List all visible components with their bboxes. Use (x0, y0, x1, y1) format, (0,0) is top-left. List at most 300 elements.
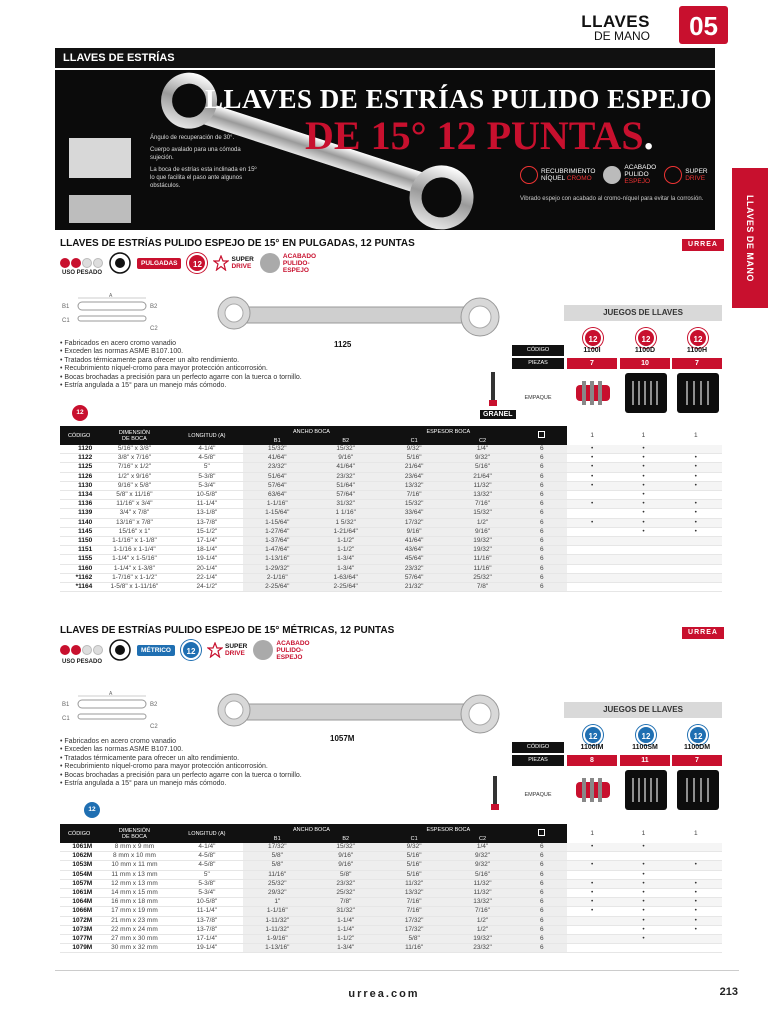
cell-b1: 1-15/64" (243, 509, 311, 518)
cell-set-2: • (617, 509, 669, 518)
banner-bullet: Ángulo de recuperación de 30°. (150, 135, 235, 141)
cell-length: 13-7/8" (171, 916, 243, 925)
row-label-pieces: PIEZAS (512, 358, 564, 369)
packaging-image (677, 770, 719, 810)
cell-package-qty: 6 (517, 879, 567, 888)
cell-b1: 5/8" (243, 861, 311, 870)
banner-bullets (150, 134, 260, 194)
cell-b1: 1" (243, 898, 311, 907)
cell-c1: 23/64" (380, 472, 448, 481)
feature-item: • Exceden las normas ASME B107.100. (60, 746, 184, 754)
cell-set-1: • (567, 518, 617, 527)
table-row (60, 546, 722, 555)
cell-set-3: • (670, 916, 722, 925)
cell-c2: 11/32" (448, 879, 516, 888)
cell-b1: 51/64" (243, 472, 311, 481)
cell-set-3: • (670, 898, 722, 907)
cell-c2: 9/32" (448, 852, 516, 861)
cell-set-1 (567, 537, 617, 546)
cell-set-3 (670, 870, 722, 879)
cell-c2: 1/2" (448, 518, 516, 527)
cell-dimension: 3/4" x 7/8" (98, 509, 170, 518)
table-row (60, 573, 722, 582)
dim-b1-label: B1 (62, 304, 70, 310)
cell-b1: 1-1/16" (243, 907, 311, 916)
cell-length: 4-1/4" (171, 843, 243, 852)
table-row (60, 861, 722, 870)
cell-c2: 21/64" (448, 472, 516, 481)
feature-item: • Recubrimiento níquel-cromo para mayor protección anticorrosión. (60, 763, 268, 771)
packaging-image (625, 770, 667, 810)
cell-package-qty: 6 (517, 573, 567, 582)
cell-b2: 31/32" (312, 907, 380, 916)
cell-set-2: • (617, 481, 669, 490)
cell-set-3 (670, 944, 722, 953)
cell-set-1: • (567, 445, 617, 454)
cell-set-3: • (670, 889, 722, 898)
cell-dimension: 1-1/4" x 1-3/8" (98, 564, 170, 573)
cell-c2: 13/32" (448, 491, 516, 500)
table-row (60, 518, 722, 527)
cell-set-2: • (617, 445, 669, 454)
th-code: CÓDIGO (60, 824, 98, 843)
cell-c2: 11/16" (448, 555, 516, 564)
cell-set-2: • (617, 454, 669, 463)
cell-b1: 29/32" (243, 889, 311, 898)
table-body-metric (60, 843, 722, 953)
cell-dimension: 15/16" x 1" (98, 527, 170, 536)
th-c1: C1 (380, 835, 448, 843)
cell-length: 4-5/8" (171, 852, 243, 861)
cell-code: 1077M (60, 935, 98, 944)
cell-b2: 1-21/64" (312, 527, 380, 536)
cell-b1: 41/64" (243, 454, 311, 463)
cell-c2: 23/32" (448, 944, 516, 953)
cell-set-3 (670, 445, 722, 454)
cell-b1: 1-1/16" (243, 500, 311, 509)
polish-icon (260, 253, 280, 273)
th-code: CÓDIGO (60, 426, 98, 445)
table-row (60, 555, 722, 564)
cell-package-qty: 6 (517, 500, 567, 509)
cell-set-3 (670, 583, 722, 592)
cell-set-3 (670, 852, 722, 861)
cell-set-1 (567, 870, 617, 879)
row-label-code: CÓDIGO (512, 345, 564, 356)
cell-set-3 (670, 491, 722, 500)
table-row (60, 852, 722, 861)
usage-label: USO PESADO (62, 659, 103, 665)
cell-b2: 1-3/4" (312, 555, 380, 564)
cell-package-qty: 6 (517, 898, 567, 907)
feature-item: • Estría angulada a 15° para un manejo más cómodo. (60, 780, 227, 788)
cell-b1: 63/64" (243, 491, 311, 500)
cell-dimension: 30 mm x 32 mm (98, 944, 170, 953)
cell-c1: 7/16" (380, 898, 448, 907)
star-icon (213, 255, 229, 271)
cell-code: 1072M (60, 916, 98, 925)
cell-set-2: • (617, 898, 669, 907)
cell-set-2: • (617, 463, 669, 472)
set-code: 1100D (634, 347, 656, 354)
banner-badges (520, 164, 708, 185)
chapter-subtitle: DE MANO (593, 29, 650, 43)
cell-set-3: • (670, 454, 722, 463)
cell-c1: 13/32" (380, 889, 448, 898)
usage-level-icon (60, 645, 103, 655)
cell-c1: 9/32" (380, 843, 448, 852)
chapter-number: 05 (679, 6, 728, 44)
table-row (60, 527, 722, 536)
set-icon: 12 (672, 718, 724, 752)
cell-b2: 31/32" (312, 500, 380, 509)
table-row (60, 583, 722, 592)
cell-code: 1125 (60, 463, 98, 472)
badge-acabado: ACABADO PULIDO ESPEJO (603, 164, 656, 185)
cell-dimension: 21 mm x 23 mm (98, 916, 170, 925)
cell-package-qty: 6 (517, 527, 567, 536)
cell-code: 1139 (60, 509, 98, 518)
cell-b1: 5/8" (243, 852, 311, 861)
cell-b2: 41/64" (312, 463, 380, 472)
cell-code: 1136 (60, 500, 98, 509)
twelve-point-icon: 12 (72, 405, 88, 421)
cell-b1: 1-13/16" (243, 555, 311, 564)
cell-c1: 15/32" (380, 500, 448, 509)
cell-length: 11-1/4" (171, 500, 243, 509)
cell-b1: 1-11/32" (243, 925, 311, 934)
th-thickness: ESPESOR BOCA (380, 426, 517, 437)
cell-length: 5" (171, 870, 243, 879)
set-qty: 1 (641, 830, 646, 837)
usage-label: USO PESADO (62, 270, 103, 276)
cell-set-2: • (617, 518, 669, 527)
bulk-label: GRANEL (480, 410, 516, 419)
cell-package-qty: 6 (517, 509, 567, 518)
th-package-icon (517, 824, 567, 843)
cell-set-1: • (567, 907, 617, 916)
cell-b2: 9/16" (312, 852, 380, 861)
cell-set-3 (670, 564, 722, 573)
table-row (60, 889, 722, 898)
cell-c1: 45/64" (380, 555, 448, 564)
set-pieces: 7 (672, 358, 722, 369)
cell-set-2: • (617, 935, 669, 944)
table-row (60, 944, 722, 953)
banner-bullet: Cuerpo avalado para una cómoda sujeción. (150, 147, 241, 161)
page-number: 213 (719, 986, 738, 998)
set-code: 1100SM (632, 744, 658, 751)
spec-table-metric (60, 824, 722, 953)
cell-c2: 25/32" (448, 573, 516, 582)
set-qty: 1 (590, 830, 594, 837)
cell-c2: 1/2" (448, 925, 516, 934)
cell-package-qty: 6 (517, 843, 567, 852)
dim-b2-label: B2 (150, 702, 158, 708)
set-code: 1100IM (580, 744, 604, 751)
dim-c1-label: C1 (62, 318, 70, 324)
th-c1: C1 (380, 437, 448, 445)
cell-package-qty: 6 (517, 944, 567, 953)
th-length: LONGITUD (A) (171, 824, 243, 843)
table-row (60, 509, 722, 518)
cell-length: 10-5/8" (171, 898, 243, 907)
dim-b2-label: B2 (150, 304, 158, 310)
cell-package-qty: 6 (517, 935, 567, 944)
cell-set-1 (567, 546, 617, 555)
wrench-bundle-icon (486, 372, 500, 408)
th-dimension: DIMENSIÓN DE BOCA (98, 426, 170, 445)
twelve-point-icon: 12 (84, 802, 100, 818)
cell-b1: 11/16" (243, 870, 311, 879)
cell-code: 1145 (60, 527, 98, 536)
cell-package-qty: 6 (517, 852, 567, 861)
cell-set-3: • (670, 861, 722, 870)
sets-title: JUEGOS DE LLAVES (564, 702, 722, 718)
cell-set-2 (617, 555, 669, 564)
table-row (60, 445, 722, 454)
cell-set-3 (670, 546, 722, 555)
cell-set-2: • (617, 527, 669, 536)
cell-set-3 (670, 935, 722, 944)
feature-item: • Tratados térmicamente para ofrecer un alto rendimiento. (60, 754, 240, 762)
cell-set-1: • (567, 454, 617, 463)
cell-b1: 1-37/64" (243, 537, 311, 546)
cell-set-2: • (617, 879, 669, 888)
quality-seal-icon (109, 252, 131, 274)
cell-b1: 1-13/16" (243, 944, 311, 953)
set-pieces: 10 (620, 358, 670, 369)
table-row (60, 481, 722, 490)
cell-package-qty: 6 (517, 916, 567, 925)
set-qty: 1 (694, 432, 698, 439)
cell-b2: 1 1/16" (312, 509, 380, 518)
wrench-sets-metric (512, 702, 722, 842)
set-icon: 12 (672, 321, 724, 355)
cell-set-2 (617, 564, 669, 573)
cell-c2: 5/16" (448, 870, 516, 879)
cell-b2: 57/64" (312, 491, 380, 500)
cell-b2: 25/32" (312, 889, 380, 898)
cell-c2: 9/16" (448, 527, 516, 536)
cell-code: 1053M (60, 861, 98, 870)
cell-c1: 57/64" (380, 573, 448, 582)
cell-package-qty: 6 (517, 925, 567, 934)
cell-length: 5-3/8" (171, 472, 243, 481)
feature-item: • Bocas brochadas a precisión para un perfecto agarre con la tuerca o tornillo. (60, 373, 302, 381)
cell-dimension: 3/8" x 7/16" (98, 454, 170, 463)
section-title-inches: LLAVES DE ESTRÍAS PULIDO ESPEJO DE 15° EN PULGADAS, 12 PUNTAS (60, 238, 415, 249)
cell-length: 5" (171, 463, 243, 472)
cell-length: 17-1/4" (171, 537, 243, 546)
cell-code: *1162 (60, 573, 98, 582)
cell-set-1: • (567, 898, 617, 907)
cell-set-2 (617, 944, 669, 953)
table-row (60, 935, 722, 944)
cell-package-qty: 6 (517, 889, 567, 898)
set-pieces: 11 (620, 755, 670, 766)
cell-c1: 5/16" (380, 852, 448, 861)
cell-set-1: • (567, 463, 617, 472)
table-body-inches (60, 445, 722, 592)
th-thickness: ESPESOR BOCA (380, 824, 517, 835)
cell-b2: 1-1/2" (312, 935, 380, 944)
cell-code: 1126 (60, 472, 98, 481)
cell-b2: 9/16" (312, 861, 380, 870)
feature-item: • Recubrimiento níquel-cromo para mayor protección anticorrosión. (60, 365, 268, 373)
cell-dimension: 12 mm x 13 mm (98, 879, 170, 888)
polish-icon (253, 640, 273, 660)
cell-set-1 (567, 916, 617, 925)
cell-b1: 17/32" (243, 843, 311, 852)
cell-length: 20-1/4" (171, 564, 243, 573)
cell-set-1 (567, 573, 617, 582)
side-tab: LLAVES DE MANO (732, 168, 768, 308)
cell-c2: 19/32" (448, 546, 516, 555)
cell-length: 5-3/4" (171, 481, 243, 490)
th-length: LONGITUD (A) (171, 426, 243, 445)
feature-item: • Fabricados en acero cromo vanadio (60, 738, 177, 745)
cell-package-qty: 6 (517, 454, 567, 463)
cell-length: 4-5/8" (171, 861, 243, 870)
cell-package-qty: 6 (517, 472, 567, 481)
cell-set-3 (670, 573, 722, 582)
cell-dimension: 1-5/8" x 1-11/16" (98, 583, 170, 592)
cell-b2: 9/16" (312, 454, 380, 463)
cell-dimension: 1/2" x 9/16" (98, 472, 170, 481)
cell-package-qty: 6 (517, 907, 567, 916)
cell-package-qty: 6 (517, 870, 567, 879)
table-row (60, 916, 722, 925)
cell-set-1 (567, 491, 617, 500)
cell-c1: 11/32" (380, 879, 448, 888)
cell-dimension: 7/16" x 1/2" (98, 463, 170, 472)
cell-package-qty: 6 (517, 445, 567, 454)
cell-c1: 33/64" (380, 509, 448, 518)
cell-length: 5-3/4" (171, 889, 243, 898)
cell-package-qty: 6 (517, 555, 567, 564)
feature-list-metric (60, 738, 302, 788)
cell-dimension: 16 mm x 18 mm (98, 898, 170, 907)
cell-b1: 57/64" (243, 481, 311, 490)
cell-b1: 2-25/64" (243, 583, 311, 592)
set-qty: 1 (590, 432, 594, 439)
cell-c2: 1/4" (448, 445, 516, 454)
feature-item: • Tratados térmicamente para ofrecer un alto rendimiento. (60, 356, 240, 364)
wrench-image (212, 295, 502, 339)
feature-item: • Fabricados en acero cromo vanadio (60, 340, 177, 347)
cell-c1: 17/32" (380, 916, 448, 925)
cell-c2: 1/2" (448, 916, 516, 925)
cell-dimension: 1-1/4" x 1-5/16" (98, 555, 170, 564)
cell-length: 15-1/2" (171, 527, 243, 536)
set-qty: 1 (694, 830, 698, 837)
cell-set-3 (670, 555, 722, 564)
cell-code: 1122 (60, 454, 98, 463)
set-icon: 12 (620, 321, 672, 355)
cell-b1: 1-29/32" (243, 564, 311, 573)
cell-length: 4-1/4" (171, 445, 243, 454)
table-row (60, 843, 722, 852)
cell-length: 19-1/4" (171, 555, 243, 564)
table-row (60, 537, 722, 546)
cell-set-3: • (670, 527, 722, 536)
feature-item: • Bocas brochadas a precisión para un perfecto agarre con la tuerca o tornillo. (60, 771, 302, 779)
cell-dimension: 5/16" x 3/8" (98, 445, 170, 454)
packaging-image (625, 373, 667, 413)
cell-c1: 17/32" (380, 925, 448, 934)
dim-c2-label: C2 (150, 326, 158, 332)
cell-c1: 5/16" (380, 861, 448, 870)
sets-title: JUEGOS DE LLAVES (564, 305, 722, 321)
cell-set-3: • (670, 907, 722, 916)
cell-set-1 (567, 527, 617, 536)
cell-set-3: • (670, 463, 722, 472)
unit-pill: MÉTRICO (137, 645, 175, 656)
cell-code: 1066M (60, 907, 98, 916)
cell-length: 19-1/4" (171, 944, 243, 953)
cell-code: 1079M (60, 944, 98, 953)
cell-length: 10-5/8" (171, 491, 243, 500)
cell-b2: 1 5/32" (312, 518, 380, 527)
cell-package-qty: 6 (517, 546, 567, 555)
cell-c1: 5/16" (380, 454, 448, 463)
cell-c1: 5/16" (380, 870, 448, 879)
table-row (60, 463, 722, 472)
cell-length: 5-3/8" (171, 879, 243, 888)
table-row (60, 454, 722, 463)
cell-b2: 23/32" (312, 879, 380, 888)
table-row (60, 870, 722, 879)
product-code-label: 1057M (330, 734, 355, 743)
cell-b2: 1-3/4" (312, 564, 380, 573)
th-b2: B2 (312, 437, 380, 445)
cell-c1: 17/32" (380, 518, 448, 527)
th-c2: C2 (448, 437, 516, 445)
section-title-metric: LLAVES DE ESTRÍAS PULIDO ESPEJO DE 15° MÉTRICAS, 12 PUNTAS (60, 625, 395, 636)
cell-set-2: • (617, 870, 669, 879)
cell-set-2 (617, 583, 669, 592)
dim-a-label: A (109, 293, 113, 299)
cell-b2: 5/8" (312, 870, 380, 879)
banner-title-line1: LLAVES DE ESTRÍAS PULIDO ESPEJO (205, 84, 713, 114)
cell-set-2 (617, 537, 669, 546)
cell-c1: 21/32" (380, 583, 448, 592)
cell-c2: 11/32" (448, 889, 516, 898)
cell-set-2 (617, 852, 669, 861)
cell-set-2: • (617, 491, 669, 500)
badge-super-drive: SUPER DRIVE (664, 164, 707, 185)
cell-code: *1164 (60, 583, 98, 592)
cell-b2: 1-3/4" (312, 944, 380, 953)
dimension-diagram (62, 690, 172, 730)
cell-set-2: • (617, 500, 669, 509)
brand-logo: URREA (682, 627, 724, 639)
cell-b1: 23/32" (243, 463, 311, 472)
spec-table-inches (60, 426, 722, 592)
cell-set-1: • (567, 500, 617, 509)
set-code: 1100H (686, 347, 708, 354)
banner-title-line2: DE 15° 12 PUNTAS. (305, 113, 654, 158)
th-dimension: DIMENSIÓN DE BOCA (98, 824, 170, 843)
wrench-bundle-icon (488, 776, 502, 812)
row-label-packaging: EMPAQUE (524, 792, 552, 798)
section-header: LLAVES DE ESTRÍAS (55, 48, 715, 68)
footer-url[interactable]: urrea.com (348, 988, 420, 1000)
cell-dimension: 14 mm x 15 mm (98, 889, 170, 898)
cell-code: 1160 (60, 564, 98, 573)
cell-length: 4-5/8" (171, 454, 243, 463)
